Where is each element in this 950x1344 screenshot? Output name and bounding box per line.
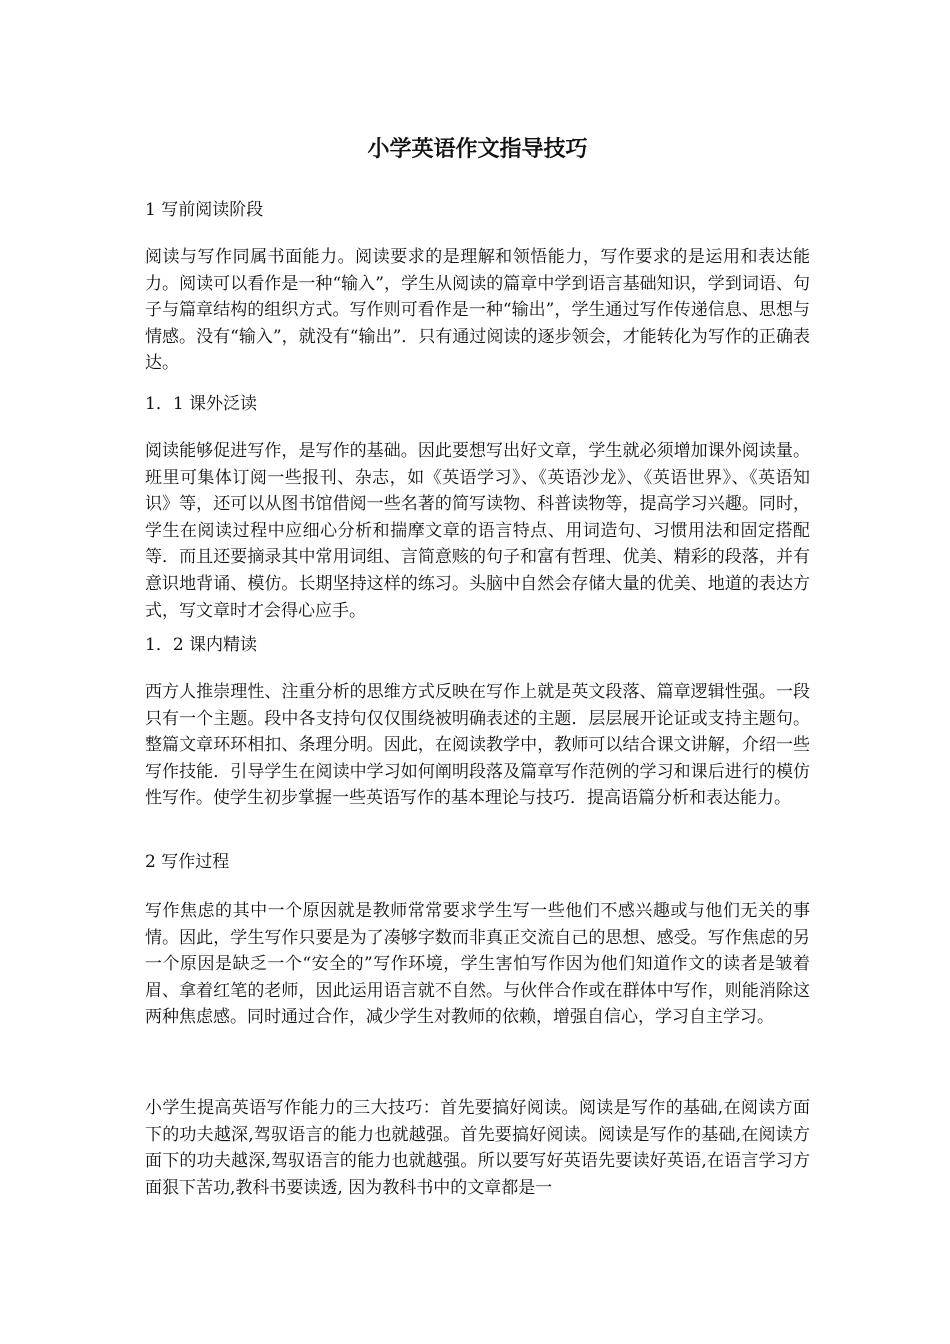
section-heading-pre-writing-reading: 1 写前阅读阶段 [145,200,264,220]
section-heading-writing-process: 2 写作过程 [145,852,230,872]
document-title: 小学英语作文指导技巧 [367,137,588,162]
closing-paragraph: 小学生提高英语写作能力的三大技巧：首先要搞好阅读。阅读是写作的基础,在阅读方面下的功夫越深,驾驭语言的能力也就越强。首先要搞好阅读。阅读是写作的基础,在阅读方面下的功夫越深,驾驭语言的能力也就越强。所以要写好英语先要读好英语,在语言学习方面狠下苦功,教科书要读透, 因为教科书中的文章都是一 [145,1098,810,1198]
section-heading-extensive-reading: 1．1 课外泛读 [145,394,258,414]
section-paragraph-extensive-reading: 阅读能够促进写作，是写作的基础。因此要想写出好文章，学生就必须增加课外阅读量。班里可集体订阅一些报刊、杂志，如《英语学习》、《英语沙龙》、《英语世界》、《英语知识》等，还可以从图书馆借阅一些名著的简写读物、科普读物等，提高学习兴趣。同时，学生在阅读过程中应细心分析和揣摩文章的语言特点、用词造句、习惯用法和固定搭配等．而且还要摘录其中常用词组、言简意赅的句子和富有哲理、优美、精彩的段落，并有意识地背诵、模仿。长期坚持这样的练习。头脑中自然会存储大量的优美、地道的表达方式，写文章时才会得心应手。 [145,441,810,621]
section-paragraph-pre-writing-reading: 阅读与写作同属书面能力。阅读要求的是理解和领悟能力，写作要求的是运用和表达能力。阅读可以看作是一种“输入”，学生从阅读的篇章中学到语言基础知识，学到词语、句子与篇章结构的组织方式。写作则可看作是一种“输出”，学生通过写作传递信息、思想与情感。没有“输入”，就没有“输出”．只有通过阅读的逐步领会，才能转化为写作的正确表达。 [145,247,810,374]
section-heading-intensive-reading: 1．2 课内精读 [145,635,258,655]
section-paragraph-intensive-reading: 西方人推崇理性、注重分析的思维方式反映在写作上就是英文段落、篇章逻辑性强。一段只有一个主题。段中各支持句仅仅围绕被明确表述的主题．层层展开论证或支持主题句。整篇文章环环相扣、条理分明。因此，在阅读教学中，教师可以结合课文讲解，介绍一些写作技能．引导学生在阅读中学习如何阐明段落及篇章写作范例的学习和课后进行的模仿性写作。使学生初步掌握一些英语写作的基本理论与技巧．提高语篇分析和表达能力。 [145,682,810,809]
section-paragraph-writing-process: 写作焦虑的其中一个原因就是教师常常要求学生写一些他们不感兴趣或与他们无关的事情。因此，学生写作只要是为了凑够字数而非真正交流自己的思想、感受。写作焦虑的另一个原因是缺乏一个“安全的”写作环境，学生害怕写作因为他们知道作文的读者是皱着眉、拿着红笔的老师，因此运用语言就不自然。与伙伴合作或在群体中写作，则能消除这两种焦虑感。同时通过合作，减少学生对教师的依赖，增强自信心，学习自主学习。 [145,901,810,1028]
